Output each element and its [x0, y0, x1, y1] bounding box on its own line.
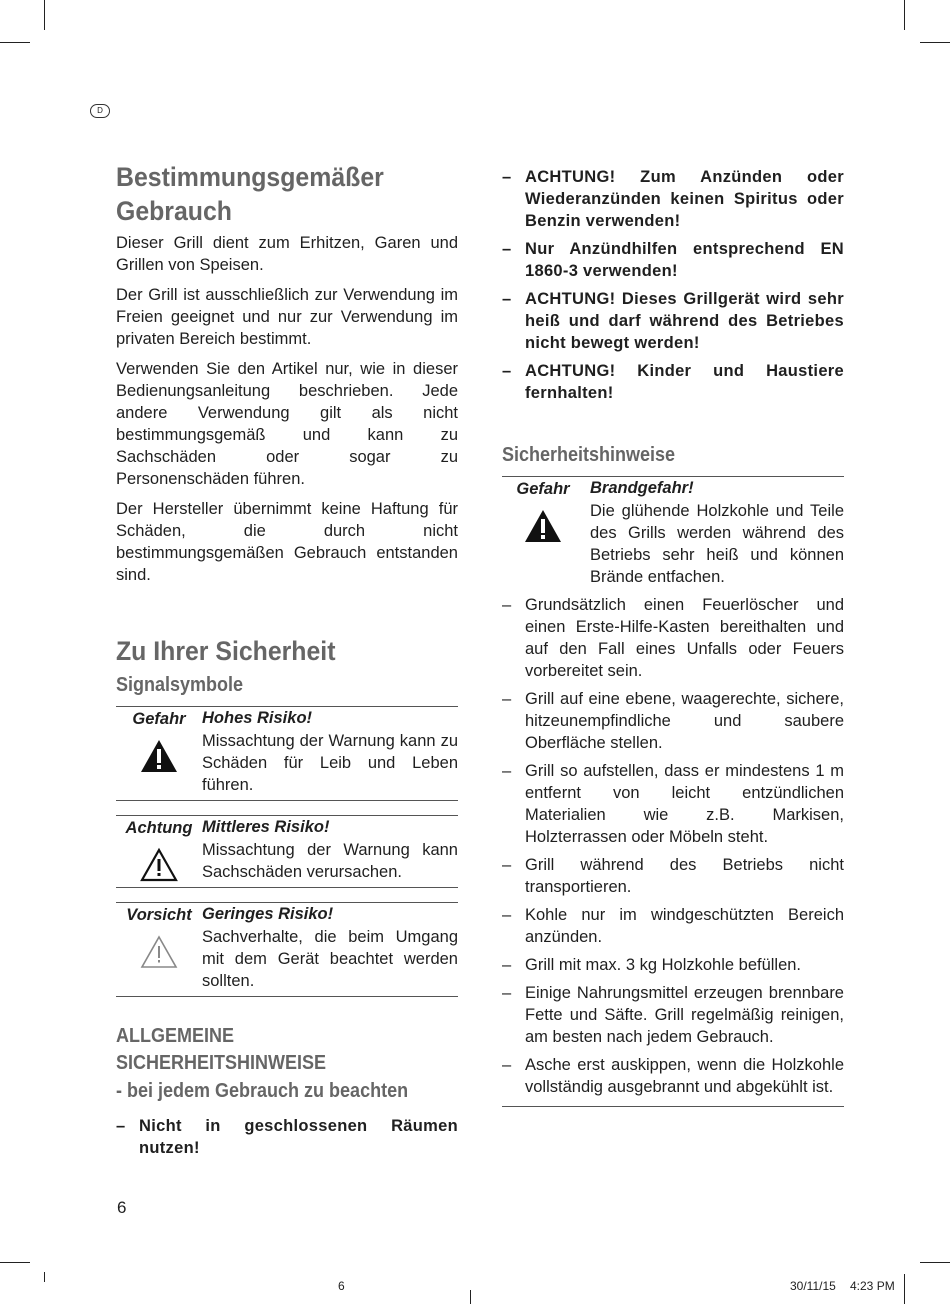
section-title-general-safety-2: SICHERHEITSHINWEISE	[116, 1052, 327, 1074]
list-item: – Nicht in geschlossenen Räumen nutzen!	[116, 1115, 458, 1159]
section-title-intended-use: Bestimmungsgemäßer Gebrauch	[116, 162, 384, 226]
warning-outline-icon	[139, 847, 179, 883]
signal-row-danger	[116, 707, 458, 801]
section-subtitle-each-use: - bei jedem Gebrauch zu beachten	[116, 1080, 409, 1102]
signal-text: Missachtung der Warnung kann Sachschäden verursachen.	[202, 841, 458, 881]
list-item: – Grill auf eine ebene, waagerechte, sichere, hitzeunempfindliche und saubere Oberfläche stellen.	[502, 688, 844, 754]
footer-time: 4:23 PM	[850, 1279, 895, 1293]
warning-list	[502, 166, 844, 404]
list-item: – Grill mit max. 3 kg Holzkohle befüllen.	[502, 954, 844, 976]
paragraph: Der Grill ist ausschließlich zur Verwendung im Freien geeignet und nur zur Verwendung im privaten Bereich bestimmt.	[116, 286, 458, 348]
crop-mark	[44, 1272, 45, 1282]
list-item: – ACHTUNG! Kinder und Haustiere fernhalten!	[502, 360, 844, 404]
list-item: – ACHTUNG! Zum Anzünden oder Wiederanzünden keinen Spiritus oder Benzin verwenden!	[502, 166, 844, 232]
signal-row-caution	[116, 815, 458, 888]
list-item: – Asche erst auskippen, wenn die Holzkohle vollständig ausgebrannt und abgekühlt ist.	[502, 1054, 844, 1098]
safety-notes-list	[502, 594, 844, 1098]
crop-mark	[904, 0, 905, 30]
list-item: – Grill so aufstellen, dass er mindestens 1 m entfernt von leicht entzündlichen Materialien wie z.B. Markisen, Holzterrassen oder Möbeln steht.	[502, 760, 844, 848]
general-safety-list	[116, 1115, 458, 1159]
safety-notes-list-wrapper	[502, 594, 844, 1107]
signal-word: Gefahr	[132, 710, 186, 728]
signal-word: Gefahr	[516, 480, 570, 498]
crop-mark	[0, 1262, 30, 1263]
left-column	[116, 160, 458, 1165]
right-column	[502, 166, 844, 1107]
list-item: – Grill während des Betriebs nicht transportieren.	[502, 854, 844, 898]
section-title-general-safety-1: ALLGEMEINE	[116, 1025, 235, 1047]
paragraph: Verwenden Sie den Artikel nur, wie in dieser Bedienungsanleitung beschrieben. Jede andere Verwendung gilt als nicht bestimmungsgemäß und kann zu Sachschäden oder sogar zu Personenschäden führen.	[116, 360, 458, 488]
signal-text: Sachverhalte, die beim Umgang mit dem Gerät beachtet werden sollten.	[202, 928, 458, 990]
signal-text: Die glühende Holzkohle und Teile des Grills werden während des Betriebs sehr heiß und können Brände entfachen.	[590, 502, 844, 586]
signal-row-attention	[116, 902, 458, 997]
signal-title: Brandgefahr!	[590, 479, 694, 497]
warning-light-icon	[139, 934, 179, 970]
section-title-safety-notes: Sicherheitshinweise	[502, 444, 676, 466]
paragraph: Dieser Grill dient zum Erhitzen, Garen und Grillen von Speisen.	[116, 234, 458, 274]
signal-symbols-table	[116, 706, 458, 997]
danger-table	[502, 476, 844, 592]
crop-mark	[470, 1290, 471, 1304]
paragraph: Der Hersteller übernimmt keine Haftung für Schäden, die durch nicht bestimmungsgemäßen Gebrauch entstanden sind.	[116, 500, 458, 584]
crop-mark	[44, 0, 45, 30]
signal-title: Hohes Risiko!	[202, 709, 313, 727]
footer-date: 30/11/15	[790, 1279, 836, 1293]
crop-mark	[904, 1274, 905, 1304]
page-number: 6	[117, 1198, 127, 1217]
language-badge: D	[90, 104, 110, 118]
signal-word: Vorsicht	[126, 906, 192, 924]
warning-filled-icon	[523, 508, 563, 544]
crop-mark	[0, 42, 30, 43]
crop-mark	[920, 42, 950, 43]
list-item: – Kohle nur im windgeschützten Bereich anzünden.	[502, 904, 844, 948]
section-subtitle-signal-symbols: Signalsymbole	[116, 674, 244, 696]
list-item: – Einige Nahrungsmittel erzeugen brennbare Fette und Säfte. Grill regelmäßig reinigen, am besten nach jedem Gebrauch.	[502, 982, 844, 1048]
signal-word: Achtung	[125, 819, 193, 837]
section-title-safety: Zu Ihrer Sicherheit	[116, 636, 336, 666]
signal-title: Geringes Risiko!	[202, 905, 334, 923]
list-item: – Grundsätzlich einen Feuerlöscher und einen Erste-Hilfe-Kasten bereithalten und auf den Fall eines Unfalls oder Feuers vorbereitet sein.	[502, 594, 844, 682]
warning-filled-icon	[139, 738, 179, 774]
signal-text: Missachtung der Warnung kann zu Schäden für Leib und Leben führen.	[202, 732, 458, 794]
signal-row-fire-danger	[502, 477, 844, 592]
footer-page: 6	[338, 1279, 345, 1293]
signal-title: Mittleres Risiko!	[202, 818, 330, 836]
list-item: – Nur Anzündhilfen entsprechend EN 1860-3 verwenden!	[502, 238, 844, 282]
list-item: – ACHTUNG! Dieses Grillgerät wird sehr heiß und darf während des Betriebes nicht bewegt werden!	[502, 288, 844, 354]
crop-mark	[920, 1262, 950, 1263]
